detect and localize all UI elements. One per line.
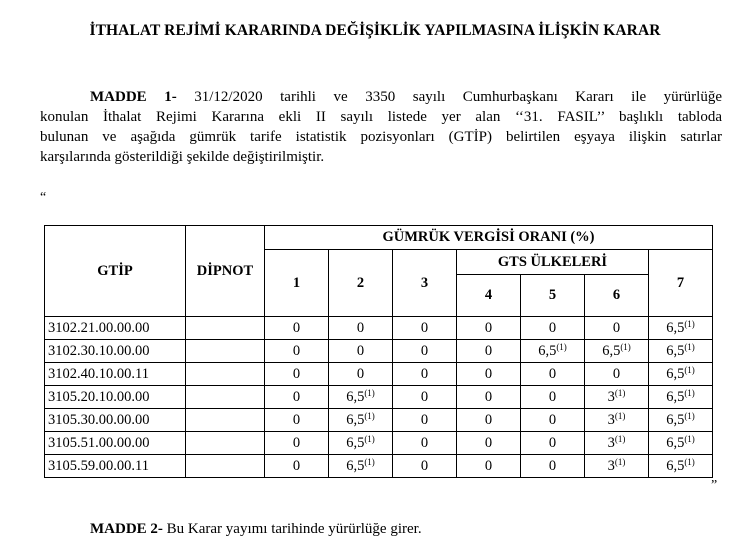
cell-value: 6,5 [346, 457, 365, 474]
rate-cell-2 [329, 432, 393, 455]
cell-value: 6,5 [666, 342, 685, 359]
rate-cell-4 [457, 409, 521, 432]
cell-value: 3 [607, 411, 615, 428]
cell-value: 3105.59.00.00.11 [48, 457, 149, 474]
rate-cell-5 [521, 455, 585, 478]
dipnot-cell [186, 455, 265, 478]
madde-1-line-4: karşılarında gösterildiği şekilde değiştirilmiştir. [40, 149, 325, 165]
cell-value: 0 [356, 365, 365, 382]
rate-cell-3 [393, 317, 457, 340]
header-dipnot: DİPNOT [186, 226, 265, 317]
cell-value: 0 [292, 388, 301, 405]
madde-1-paragraph [40, 87, 722, 167]
rate-cell-6 [585, 432, 649, 455]
rate-cell-2 [329, 340, 393, 363]
header-col-3: 3 [393, 250, 457, 317]
rate-cell-4 [457, 455, 521, 478]
rate-cell-6 [585, 340, 649, 363]
rate-cell-5 [521, 363, 585, 386]
cell-value: 6,5 [666, 319, 685, 336]
cell-value: 6,5 [538, 342, 557, 359]
rate-cell-7 [649, 340, 713, 363]
header-gts-ulkeleri: GTS ÜLKELERİ [457, 250, 649, 275]
rate-cell-1 [265, 432, 329, 455]
gtip-cell [45, 455, 186, 478]
dipnot-cell [186, 386, 265, 409]
header-col-1: 1 [265, 250, 329, 317]
cell-value: 0 [484, 434, 493, 451]
dipnot-cell [186, 432, 265, 455]
footnote-mark: (1) [620, 341, 631, 352]
cell-value: 3102.40.10.00.11 [48, 365, 149, 382]
rate-cell-4 [457, 363, 521, 386]
opening-quote: “ [40, 190, 47, 205]
cell-value: 0 [548, 434, 557, 451]
cell-value: 0 [548, 457, 557, 474]
table-row [45, 386, 713, 409]
rate-cell-6 [585, 363, 649, 386]
rate-cell-1 [265, 409, 329, 432]
rate-cell-6 [585, 455, 649, 478]
table-row [45, 363, 713, 386]
rate-cell-1 [265, 317, 329, 340]
madde-1-line-1: MADDE 1- 31/12/2020 tarihli ve 3350 sayılı Cumhurbaşkanı Kararı ile yürürlüğe [90, 89, 723, 105]
cell-value: 0 [420, 388, 429, 405]
gtip-cell [45, 317, 186, 340]
footnote-mark: (1) [614, 456, 626, 467]
cell-value: 0 [484, 365, 493, 382]
cell-value: 0 [356, 319, 365, 336]
footnote-mark: (1) [614, 433, 626, 444]
cell-value: 0 [484, 342, 493, 359]
cell-value: 0 [484, 457, 493, 474]
rate-cell-1 [265, 386, 329, 409]
rate-cell-2 [329, 409, 393, 432]
cell-value: 3 [607, 457, 615, 474]
cell-value: 3105.30.00.00.00 [48, 411, 150, 428]
footnote-mark: (1) [684, 364, 695, 375]
dipnot-cell [186, 363, 265, 386]
closing-quote: ” [711, 478, 718, 493]
rate-cell-3 [393, 363, 457, 386]
cell-value: 0 [420, 457, 429, 474]
cell-value: 0 [292, 319, 301, 336]
rate-cell-5 [521, 432, 585, 455]
cell-value: 0 [356, 342, 365, 359]
dipnot-cell [186, 409, 265, 432]
footnote-mark: (1) [684, 456, 695, 467]
rate-cell-6 [585, 317, 649, 340]
cell-value: 0 [292, 411, 301, 428]
footnote-mark: (1) [614, 410, 626, 421]
rate-cell-4 [457, 340, 521, 363]
cell-value: 0 [420, 319, 429, 336]
header-gumruk-vergisi: GÜMRÜK VERGİSİ ORANI (%) [265, 226, 713, 250]
cell-value: 6,5 [346, 411, 365, 428]
header-col-5: 5 [521, 275, 585, 317]
rate-cell-3 [393, 455, 457, 478]
rate-cell-3 [393, 340, 457, 363]
rate-cell-4 [457, 432, 521, 455]
rate-cell-5 [521, 386, 585, 409]
cell-value: 3 [607, 434, 615, 451]
header-gtip: GTİP [45, 226, 186, 317]
cell-value: 0 [484, 411, 493, 428]
cell-value: 6,5 [666, 411, 685, 428]
tariff-table [44, 225, 713, 478]
madde-2-paragraph [90, 521, 422, 538]
rate-cell-7 [649, 386, 713, 409]
table-row [45, 455, 713, 478]
table-row [45, 317, 713, 340]
footnote-mark: (1) [364, 456, 375, 467]
dipnot-cell [186, 317, 265, 340]
cell-value: 3105.51.00.00.00 [48, 434, 150, 451]
rate-cell-5 [521, 340, 585, 363]
document-title: İTHALAT REJİMİ KARARINDA DEĞİŞİKLİK YAPILMASINA İLİŞKİN KARAR [89, 22, 661, 39]
cell-value: 3102.21.00.00.00 [48, 319, 150, 336]
table-row [45, 432, 713, 455]
cell-value: 3105.20.10.00.00 [48, 388, 150, 405]
footnote-mark: (1) [364, 387, 375, 398]
rate-cell-7 [649, 317, 713, 340]
rate-cell-7 [649, 432, 713, 455]
cell-value: 0 [420, 434, 429, 451]
dipnot-cell [186, 340, 265, 363]
cell-value: 0 [420, 411, 429, 428]
footnote-mark: (1) [614, 387, 626, 398]
rate-cell-7 [649, 363, 713, 386]
header-col-2: 2 [329, 250, 393, 317]
cell-value: 0 [548, 388, 557, 405]
cell-value: 3102.30.10.00.00 [48, 342, 150, 359]
gtip-cell [45, 363, 186, 386]
rate-cell-2 [329, 363, 393, 386]
cell-value: 0 [612, 365, 621, 382]
cell-value: 0 [292, 457, 301, 474]
rate-cell-7 [649, 409, 713, 432]
madde-1-line-2: konulan İthalat Rejimi Kararına ekli II sayılı listede yer alan ‘‘31. FASIL’’ başlıklı tabloda [40, 109, 722, 125]
rate-cell-7 [649, 455, 713, 478]
cell-value: 0 [420, 365, 429, 382]
gtip-cell [45, 432, 186, 455]
rate-cell-2 [329, 455, 393, 478]
header-col-6: 6 [585, 275, 649, 317]
rate-cell-6 [585, 386, 649, 409]
table-row [45, 409, 713, 432]
rate-cell-4 [457, 386, 521, 409]
cell-value: 0 [292, 342, 301, 359]
rate-cell-5 [521, 317, 585, 340]
rate-cell-2 [329, 317, 393, 340]
cell-value: 0 [548, 319, 557, 336]
cell-value: 6,5 [666, 365, 685, 382]
cell-value: 0 [292, 434, 301, 451]
header-col-4: 4 [457, 275, 521, 317]
cell-value: 0 [548, 365, 557, 382]
cell-value: 0 [612, 319, 621, 336]
rate-cell-3 [393, 432, 457, 455]
table-row [45, 340, 713, 363]
footnote-mark: (1) [556, 341, 567, 352]
cell-value: 6,5 [666, 457, 685, 474]
madde-2-label: MADDE 2- [90, 521, 163, 537]
footnote-mark: (1) [684, 410, 695, 421]
footnote-mark: (1) [684, 433, 695, 444]
cell-value: 0 [548, 411, 557, 428]
madde-1-label: MADDE 1- [90, 89, 177, 105]
cell-value: 3 [607, 388, 615, 405]
rate-cell-3 [393, 409, 457, 432]
cell-value: 6,5 [666, 388, 685, 405]
cell-value: 0 [420, 342, 429, 359]
gtip-cell [45, 409, 186, 432]
footnote-mark: (1) [684, 387, 695, 398]
footnote-mark: (1) [364, 410, 375, 421]
footnote-mark: (1) [684, 341, 695, 352]
footnote-mark: (1) [364, 433, 375, 444]
header-col-7: 7 [649, 250, 713, 317]
cell-value: 0 [484, 319, 493, 336]
cell-value: 0 [292, 365, 301, 382]
cell-value: 6,5 [666, 434, 685, 451]
cell-value: 6,5 [346, 388, 365, 405]
cell-value: 0 [484, 388, 493, 405]
rate-cell-2 [329, 386, 393, 409]
gtip-cell [45, 340, 186, 363]
rate-cell-4 [457, 317, 521, 340]
rate-cell-6 [585, 409, 649, 432]
footnote-mark: (1) [684, 318, 695, 329]
rate-cell-3 [393, 386, 457, 409]
rate-cell-5 [521, 409, 585, 432]
cell-value: 6,5 [602, 342, 621, 359]
cell-value: 6,5 [346, 434, 365, 451]
rate-cell-1 [265, 340, 329, 363]
gtip-cell [45, 386, 186, 409]
madde-2-text: Bu Karar yayımı tarihinde yürürlüğe girer. [166, 521, 422, 537]
madde-1-line-3: bulunan ve aşağıda gümrük tarife istatistik pozisyonları (GTİP) belirtilen eşyaya ilişkin satırlar [40, 129, 722, 145]
rate-cell-1 [265, 455, 329, 478]
rate-cell-1 [265, 363, 329, 386]
